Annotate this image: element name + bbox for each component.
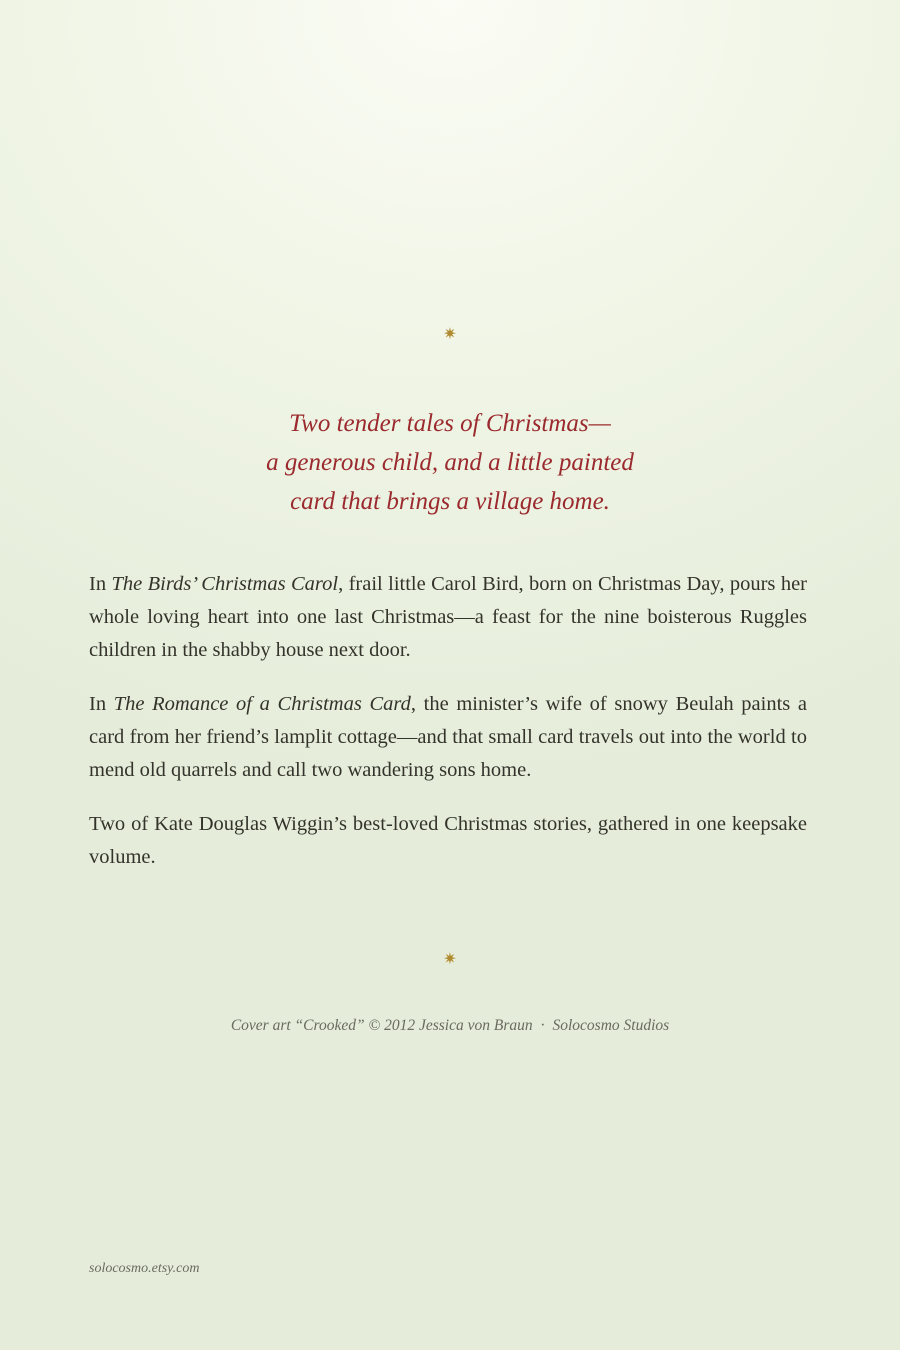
paragraph-text: , frail little Carol Bird, born on Christmas Day, pours her whole loving heart into one last Christmas—a feast for the nine boisterous Ruggles children in the shabby house next door. [89,573,807,661]
paragraph-prefix: In [89,693,114,715]
cover-art-credit [0,1015,900,1037]
paragraph-text: , the minister’s wife of snowy Beulah paints a card from her friend’s lamplit cottage—and that small card travels out into the world to mend old quarrels and call two wandering sons home. [89,693,807,781]
tagline-line: a generous child, and a little painted [266,449,634,476]
description-paragraph [89,568,807,667]
book-title: The Birds’ Christmas Carol [111,573,339,595]
credit-separator: · [540,1017,545,1034]
tagline-line: card that brings a village home. [290,488,610,515]
studio-name: Solocosmo Studios [552,1017,670,1034]
tagline [0,404,900,521]
star-ornament-icon: ✷ [443,324,457,343]
paragraph-prefix: In [89,573,112,595]
description-paragraph: Two of Kate Douglas Wiggin’s best-loved Christmas stories, gathered in one keepsake volume. [89,813,807,868]
tagline-line: Two tender tales of Christmas— [289,410,611,437]
book-title: The Romance of a Christmas Card [113,693,411,715]
description-paragraph [89,688,807,787]
book-description [89,568,807,874]
website-url: solocosmo.etsy.com [89,1261,200,1276]
star-ornament-icon: ✷ [443,949,457,968]
cover-art-text: Cover art “Crooked” © 2012 Jessica von Braun [230,1017,533,1034]
